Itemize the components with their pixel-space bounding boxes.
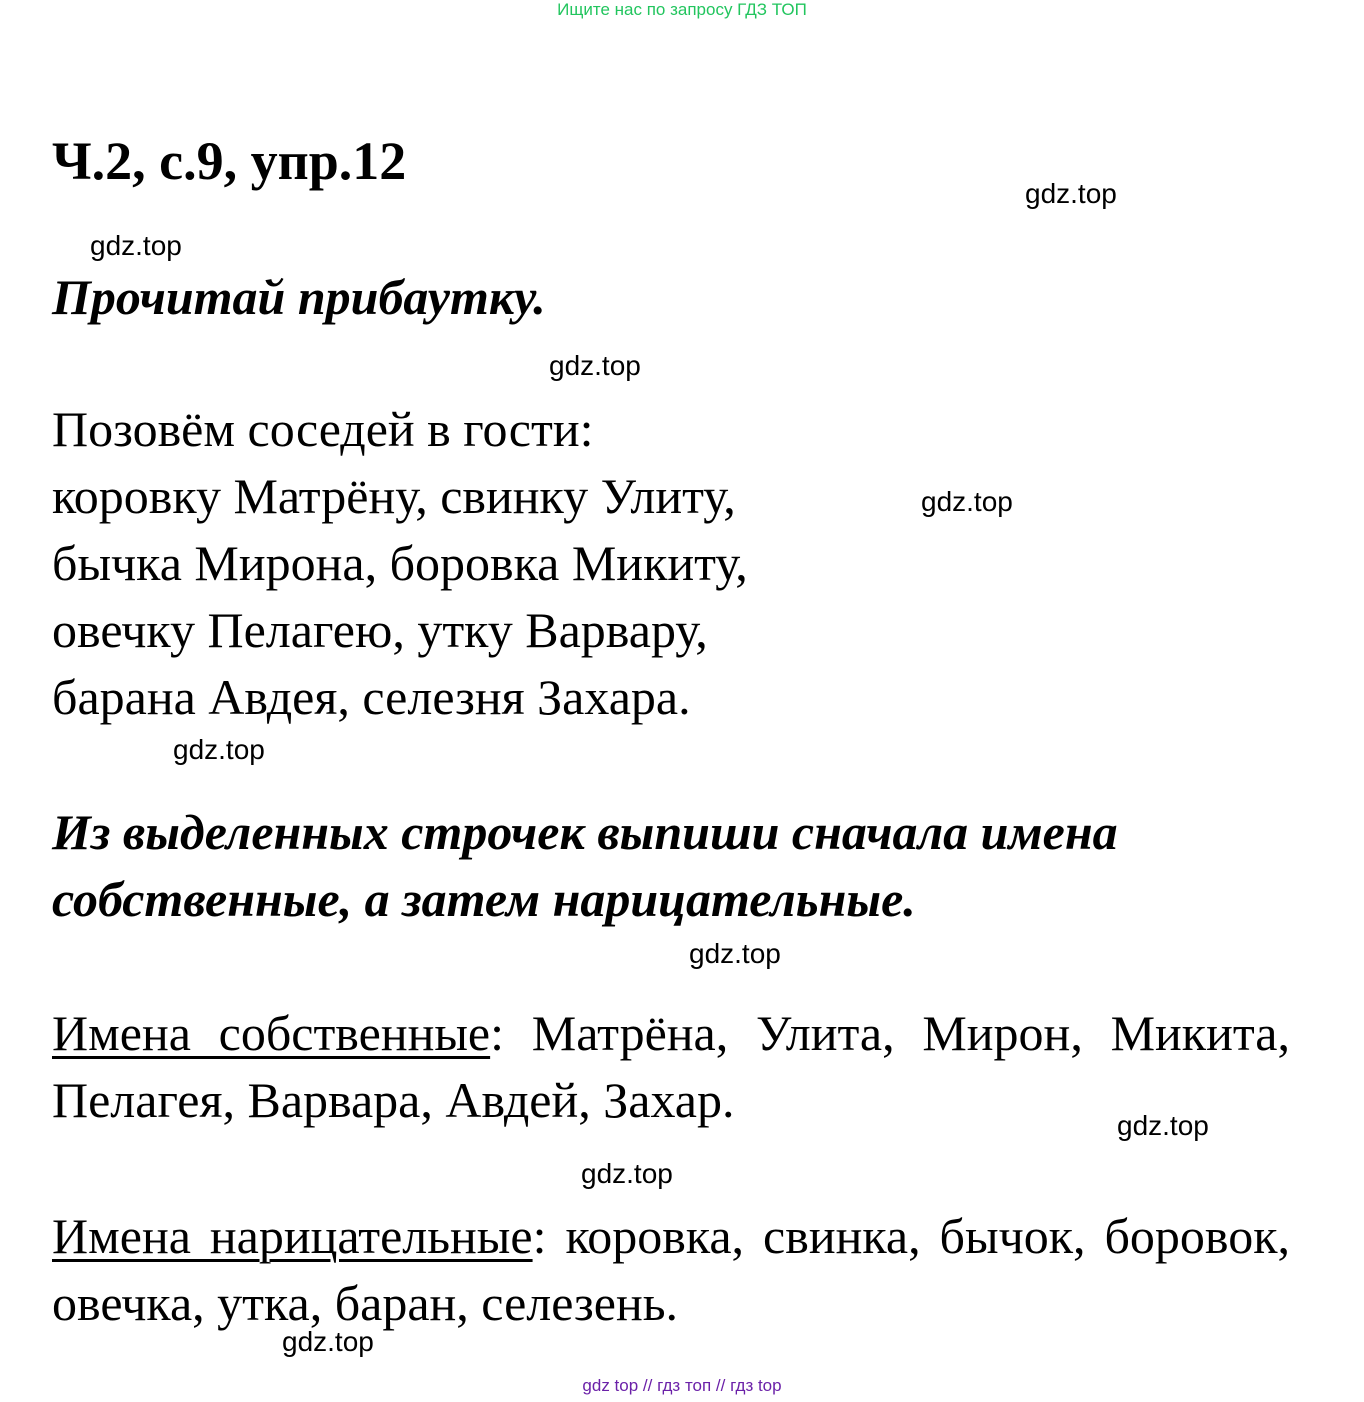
watermark: gdz.top bbox=[689, 938, 781, 969]
watermark: gdz.top bbox=[581, 1158, 673, 1189]
task-read-instruction: Прочитай прибаутку. bbox=[52, 269, 546, 325]
answer-common-nouns bbox=[52, 1203, 1290, 1337]
watermark: gdz.top bbox=[90, 230, 182, 261]
answer-proper-text: Матрёна, Улита, Мирон, Микита, Пелагея, Варвара, Авдей, Захар. bbox=[52, 1005, 1290, 1128]
watermark: gdz.top bbox=[173, 734, 265, 765]
answer-proper-label: Имена собственные bbox=[52, 1005, 491, 1061]
answer-common-label: Имена нарицательные bbox=[52, 1208, 533, 1264]
watermark: gdz.top bbox=[1025, 178, 1117, 209]
page-title: Ч.2, с.9, упр.12 bbox=[52, 131, 407, 191]
watermark: gdz.top bbox=[1117, 1110, 1209, 1141]
poem-line: бычка Мирона, боровка Микиту, bbox=[52, 535, 748, 591]
watermark: gdz.top bbox=[282, 1326, 374, 1357]
poem-line: коровку Матрёну, свинку Улиту, bbox=[52, 468, 736, 524]
task-write-instruction-line: Из выделенных строчек выпиши сначала имена bbox=[52, 804, 1118, 860]
answer-proper-sep: : bbox=[490, 1005, 505, 1061]
top-note: Ищите нас по запросу ГДЗ ТОП bbox=[557, 0, 807, 19]
poem-line: Позовём соседей в гости: bbox=[52, 401, 594, 457]
answer-proper-nouns bbox=[52, 1000, 1290, 1134]
poem-line: овечку Пелагею, утку Варвару, bbox=[52, 602, 708, 658]
poem-line: барана Авдея, селезня Захара. bbox=[52, 669, 691, 725]
footer-note: gdz top // гдз топ // гдз top bbox=[582, 1376, 782, 1395]
task-write-instruction-line: собственные, а затем нарицательные. bbox=[52, 871, 916, 927]
answer-common-text: коровка, свинка, бычок, боровок, овечка, утка, баран, селезень. bbox=[52, 1208, 1290, 1331]
answer-common-sep: : bbox=[532, 1208, 547, 1264]
watermark: gdz.top bbox=[549, 350, 641, 381]
watermark: gdz.top bbox=[921, 486, 1013, 517]
